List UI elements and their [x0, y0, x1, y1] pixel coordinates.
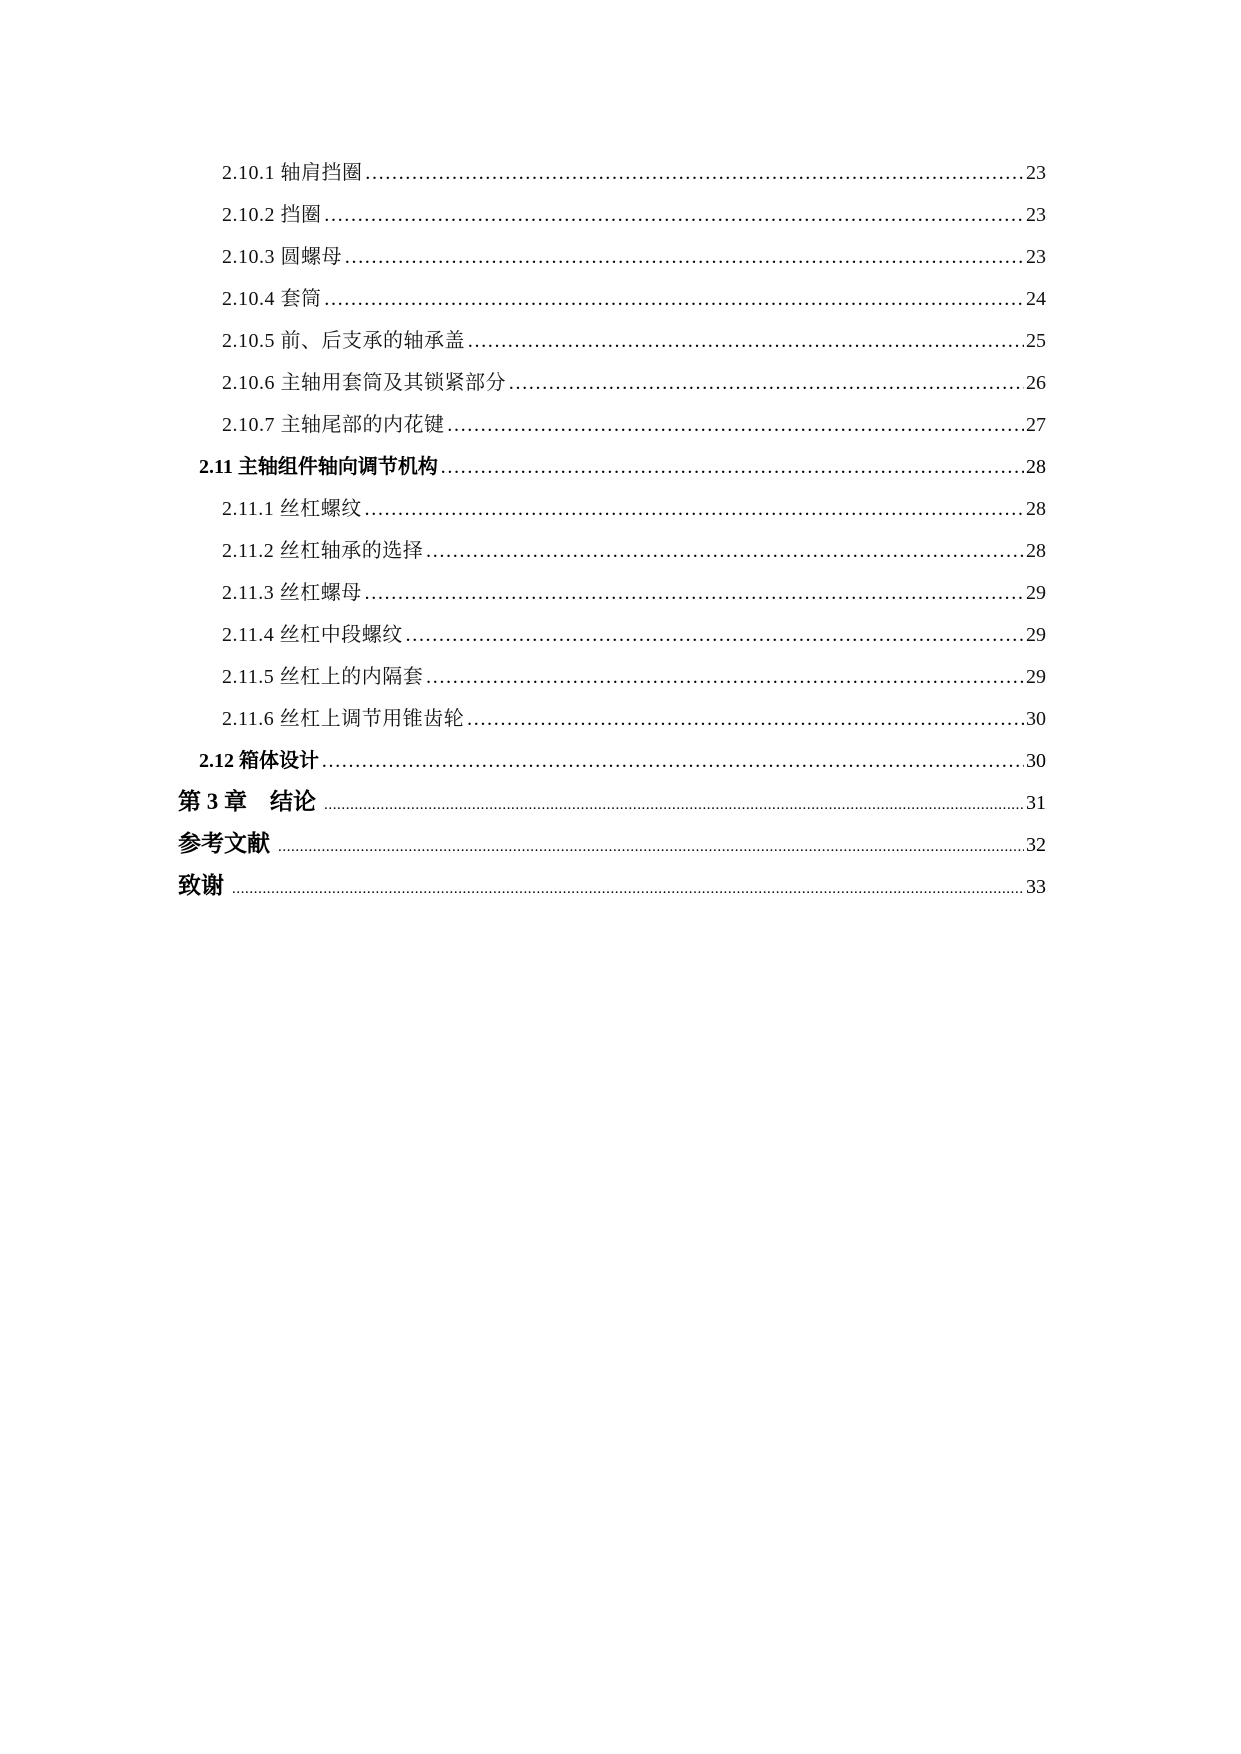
- toc-entry-label: 第 3 章 结论: [178, 789, 316, 814]
- toc-entry-label: 2.10.4 套筒: [222, 288, 322, 310]
- toc-entry-label: 2.10.5 前、后支承的轴承盖: [222, 330, 465, 352]
- toc-entry-label: 2.11.3 丝杠螺母: [222, 582, 362, 604]
- toc-entry-label: 2.12 箱体设计: [199, 750, 319, 772]
- toc-dot-leader: [440, 452, 1024, 482]
- toc-entry-label: 参考文献: [178, 831, 270, 856]
- toc-dot-leader: [278, 829, 1024, 862]
- toc-entry-label: 2.11 主轴组件轴向调节机构: [199, 456, 438, 478]
- toc-entry-2-11-6[interactable]: [222, 704, 1046, 734]
- toc-entry-label: 2.11.5 丝杠上的内隔套: [222, 666, 424, 688]
- toc-entry-references[interactable]: [178, 829, 1046, 859]
- toc-page-number: 29: [1026, 624, 1046, 646]
- toc-entry-2-10-3[interactable]: [222, 242, 1046, 272]
- toc-dot-leader: [364, 494, 1024, 524]
- toc-page-number: 24: [1026, 288, 1046, 310]
- toc-page-number: 25: [1026, 330, 1046, 352]
- toc-entry-2-10-1[interactable]: [222, 158, 1046, 188]
- toc-entry-2-11-2[interactable]: [222, 536, 1046, 566]
- toc-page-number: 29: [1026, 666, 1046, 688]
- toc-page-number: 23: [1026, 204, 1046, 226]
- toc-entry-chapter-3[interactable]: [178, 787, 1046, 817]
- toc-entry-acknowledgements[interactable]: [178, 871, 1046, 901]
- toc-page-number: 30: [1026, 750, 1046, 772]
- toc-entry-2-10-6[interactable]: [222, 368, 1046, 398]
- toc-dot-leader: [365, 158, 1025, 188]
- toc-page-number: 31: [1026, 792, 1046, 814]
- toc-dot-leader: [447, 410, 1025, 440]
- toc-entry-label: 2.10.2 挡圈: [222, 204, 322, 226]
- toc-dot-leader: [324, 787, 1024, 820]
- toc-page-number: 30: [1026, 708, 1046, 730]
- toc-dot-leader: [232, 871, 1024, 904]
- toc-page-number: 32: [1026, 834, 1046, 856]
- toc-entry-2-11-4[interactable]: [222, 620, 1046, 650]
- toc-entry-label: 2.10.7 主轴尾部的内花键: [222, 414, 445, 436]
- toc-entry-2-10-4[interactable]: [222, 284, 1046, 314]
- toc-entry-2-11-1[interactable]: [222, 494, 1046, 524]
- toc-entry-label: 2.11.1 丝杠螺纹: [222, 498, 362, 520]
- toc-entry-2-10-2[interactable]: [222, 200, 1046, 230]
- toc-page-number: 26: [1026, 372, 1046, 394]
- toc-page-number: 29: [1026, 582, 1046, 604]
- toc-entry-label: 致谢: [178, 873, 224, 898]
- toc-dot-leader: [344, 242, 1024, 272]
- toc-dot-leader: [405, 620, 1024, 650]
- toc-dot-leader: [508, 368, 1024, 398]
- toc-page-number: 28: [1026, 498, 1046, 520]
- toc-dot-leader: [466, 704, 1024, 734]
- toc-page-number: 28: [1026, 456, 1046, 478]
- toc-dot-leader: [425, 536, 1024, 566]
- toc-entry-2-10-5[interactable]: [222, 326, 1046, 356]
- toc-page-number: 23: [1026, 246, 1046, 268]
- toc-dot-leader: [324, 284, 1025, 314]
- toc-entry-2-11-3[interactable]: [222, 578, 1046, 608]
- toc-entry-2-10-7[interactable]: [222, 410, 1046, 440]
- toc-page-number: 28: [1026, 540, 1046, 562]
- toc-dot-leader: [321, 746, 1024, 776]
- toc-entry-2-11[interactable]: [199, 452, 1046, 482]
- toc-page-number: 33: [1026, 876, 1046, 898]
- toc-entry-label: 2.10.6 主轴用套筒及其锁紧部分: [222, 372, 506, 394]
- toc-entry-label: 2.11.2 丝杠轴承的选择: [222, 540, 424, 562]
- toc-page-number: 23: [1026, 162, 1046, 184]
- toc-entry-label: 2.10.1 轴肩挡圈: [222, 162, 363, 184]
- toc-entry-2-12[interactable]: [199, 746, 1046, 776]
- toc-page-number: 27: [1026, 414, 1046, 436]
- toc-dot-leader: [467, 326, 1024, 356]
- toc-dot-leader: [364, 578, 1024, 608]
- toc-entry-label: 2.11.6 丝杠上调节用锥齿轮: [222, 708, 465, 730]
- toc-dot-leader: [324, 200, 1025, 230]
- toc-entry-label: 2.11.4 丝杠中段螺纹: [222, 624, 403, 646]
- toc-dot-leader: [425, 662, 1024, 692]
- toc-entry-label: 2.10.3 圆螺母: [222, 246, 342, 268]
- toc-entry-2-11-5[interactable]: [222, 662, 1046, 692]
